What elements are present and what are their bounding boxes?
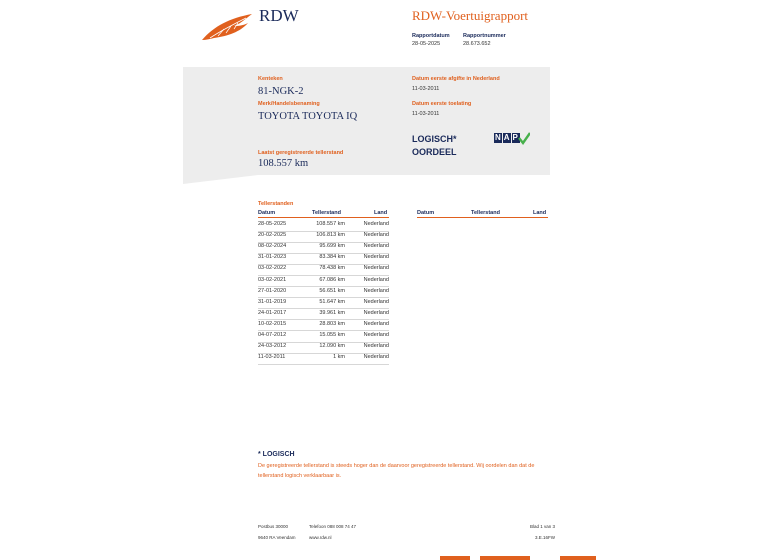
row-country: Nederland	[363, 320, 389, 327]
row-odometer: 39.961 km	[319, 309, 345, 316]
col-date: Datum	[258, 210, 276, 216]
row-date: 11-03-2011	[258, 354, 286, 361]
col-country: Land	[374, 210, 388, 216]
footer-web: www.rdw.nl	[309, 535, 332, 540]
row-date: 24-01-2017	[258, 309, 287, 316]
footer-phone: Telefoon 088 008 74 47	[309, 524, 357, 529]
col-odometer-2: Tellerstand	[471, 210, 500, 216]
odometer-value: 108.557 km	[258, 158, 309, 169]
row-date: 03-02-2021	[258, 276, 287, 283]
footer-stripe-3	[560, 556, 596, 560]
row-date: 04-07-2012	[258, 332, 287, 338]
panel-notch	[183, 175, 258, 184]
row-odometer: 15.055 km	[319, 332, 345, 338]
row-date: 27-01-2020	[258, 287, 287, 294]
table-header-rule	[258, 217, 389, 218]
row-country: Nederland	[363, 298, 389, 305]
first-nl-label: Datum eerste afgifte in Nederland	[412, 76, 500, 82]
row-country: Nederland	[363, 221, 389, 227]
row-date: 31-01-2023	[258, 254, 287, 261]
table-header-rule-2	[417, 217, 548, 218]
footer-stripe-2	[480, 556, 530, 560]
first-admission-label: Datum eerste toelating	[412, 101, 472, 107]
col-country-2: Land	[533, 210, 547, 216]
table-row-rule	[258, 364, 389, 365]
row-odometer: 106.813 km	[316, 232, 345, 239]
verdict-line-2: OORDEEL	[412, 147, 457, 157]
row-odometer: 28.803 km	[319, 320, 345, 327]
col-odometer: Tellerstand	[312, 210, 341, 216]
row-odometer: 95.699 km	[319, 243, 345, 250]
brand-name: RDW	[259, 6, 299, 25]
row-odometer: 1 km	[333, 354, 345, 361]
footer-page: Blad 1 van 3	[529, 524, 555, 529]
row-country: Nederland	[363, 243, 389, 250]
row-country: Nederland	[363, 232, 389, 239]
row-country: Nederland	[363, 343, 389, 350]
footer-stripe-1	[440, 556, 470, 560]
report-number-value: 28.673.652	[463, 41, 491, 47]
report-date-value: 28-05-2025	[412, 41, 441, 47]
row-odometer: 56.651 km	[319, 287, 345, 294]
row-date: 24-03-2012	[258, 343, 287, 350]
vehicle-summary-panel	[183, 67, 550, 175]
verdict-line-1: LOGISCH*	[412, 134, 457, 144]
nap-badge	[494, 132, 530, 146]
make-label: Merk/Handelsbenaming	[258, 101, 320, 107]
row-odometer: 78.438 km	[319, 265, 345, 272]
row-country: Nederland	[363, 309, 389, 316]
row-odometer: 12.090 km	[319, 343, 345, 350]
footnote-title: * LOGISCH	[258, 451, 295, 458]
plate-label: Kenteken	[258, 76, 283, 82]
col-date-2: Datum	[417, 210, 435, 216]
row-country: Nederland	[363, 287, 389, 294]
row-country: Nederland	[363, 332, 389, 338]
odometer-label: Laatst geregistreerde tellerstand	[258, 150, 344, 156]
footnote-text: De geregistreerde tellerstand is steeds hoger dan de daarvoor geregistreerde tellerstand. Wij oordelen dan dat de tellerstand logisch verklaarbaar is.	[258, 463, 535, 479]
row-date: 28-05-2025	[258, 221, 287, 227]
row-date: 31-01-2019	[258, 298, 287, 305]
first-nl-value: 11-03-2011	[412, 86, 440, 92]
report-date-label: Rapportdatum	[412, 33, 450, 39]
rdw-logo-icon	[200, 12, 254, 42]
row-country: Nederland	[363, 276, 389, 283]
footer-address-1: Postbus 30000	[258, 524, 289, 529]
table-title: Tellerstanden	[258, 201, 294, 207]
row-date: 20-02-2025	[258, 232, 287, 239]
report-title: RDW-Voertuigrapport	[412, 8, 529, 23]
row-odometer: 108.557 km	[316, 221, 345, 227]
row-country: Nederland	[363, 354, 389, 361]
make-value: TOYOTA TOYOTA IQ	[258, 111, 358, 122]
row-country: Nederland	[363, 254, 389, 261]
row-odometer: 67.086 km	[319, 276, 345, 283]
first-admission-value: 11-03-2011	[412, 111, 440, 117]
report-number-label: Rapportnummer	[463, 33, 506, 39]
row-odometer: 51.647 km	[319, 298, 345, 305]
row-date: 10-02-2015	[258, 320, 287, 327]
row-date: 03-02-2022	[258, 265, 287, 272]
row-odometer: 83.384 km	[319, 254, 345, 261]
plate-value: 81-NGK-2	[258, 86, 304, 97]
row-country: Nederland	[363, 265, 389, 272]
row-date: 08-02-2024	[258, 243, 287, 250]
nap-badge-text: NAP	[495, 133, 521, 142]
footer-code: 3.E.16FW	[534, 535, 555, 540]
footer-address-2: 9640 RA Veendam	[258, 535, 296, 540]
